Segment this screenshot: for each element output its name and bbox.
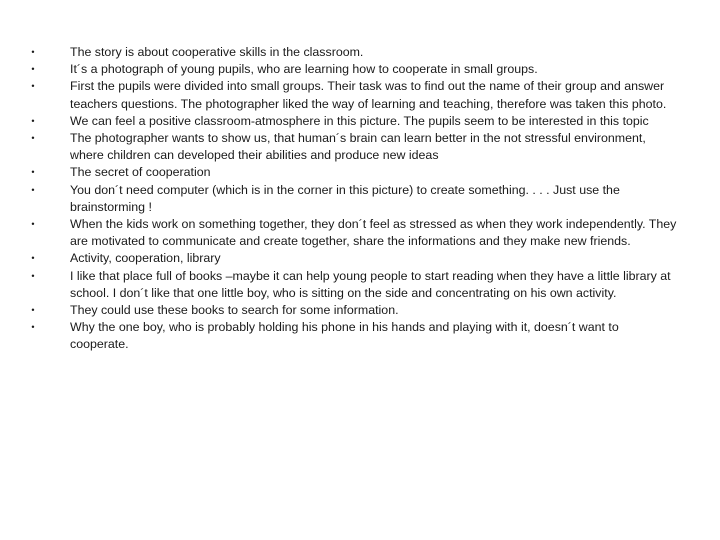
bullet-text: It´s a photograph of young pupils, who are learning how to cooperate in small groups.	[70, 62, 538, 77]
bullet-text: I like that place full of books –maybe it can help young people to start reading when they have a little library at school. I don´t like that one little boy, who is sitting on the side and concentrating on his own activity.	[70, 268, 671, 300]
bullet-icon: •	[31, 184, 35, 195]
list-item	[28, 44, 678, 61]
bullet-text: Why the one boy, who is probably holding his phone in his hands and playing with it, doesn´t want to cooperate.	[70, 320, 619, 352]
list-item	[28, 319, 678, 353]
bullet-text: The story is about cooperative skills in the classroom.	[70, 45, 364, 59]
bullet-icon: •	[31, 47, 35, 57]
bullet-icon: •	[31, 270, 35, 281]
bullet-icon: •	[31, 133, 35, 144]
bullet-icon: •	[31, 322, 35, 333]
bullet-text: Activity, cooperation, library	[70, 251, 221, 266]
list-item	[28, 164, 678, 181]
bullet-icon: •	[31, 305, 35, 316]
list-item	[28, 78, 678, 112]
list-item	[28, 268, 678, 302]
list-item	[28, 182, 678, 216]
list-item	[28, 250, 678, 267]
bullet-list	[28, 44, 678, 354]
list-item	[28, 216, 678, 250]
bullet-text: When the kids work on something together, they don´t feel as stressed as when they work independently. They are motivated to communicate and create together, share the informations and they make new friends.	[70, 217, 677, 249]
bullet-text: The photographer wants to show us, that human´s brain can learn better in the not stressful environment, where children can developed their abilities and produce new ideas	[70, 131, 646, 163]
bullet-icon: •	[31, 219, 35, 230]
bullet-text: First the pupils were divided into small groups. Their task was to find out the name of their group and answer teachers questions. The photographer liked the way of learning and teaching, therefore was taken this photo.	[70, 79, 667, 111]
bullet-icon: •	[31, 167, 35, 178]
list-item	[28, 130, 678, 164]
bullet-text: We can feel a positive classroom-atmosphere in this picture. The pupils seem to be interested in this topic	[70, 113, 649, 128]
bullet-icon: •	[31, 81, 35, 92]
list-item	[28, 302, 678, 319]
list-item	[28, 113, 678, 130]
bullet-icon: •	[31, 253, 35, 264]
bullet-icon: •	[31, 115, 35, 126]
list-item	[28, 61, 678, 78]
bullet-text: They could use these books to search for some information.	[70, 303, 399, 318]
bullet-icon: •	[31, 64, 35, 75]
bullet-text: The secret of cooperation	[70, 165, 211, 180]
bullet-text: You don´t need computer (which is in the corner in this picture) to create something. . . . Just use the brainstorming !	[70, 182, 620, 214]
